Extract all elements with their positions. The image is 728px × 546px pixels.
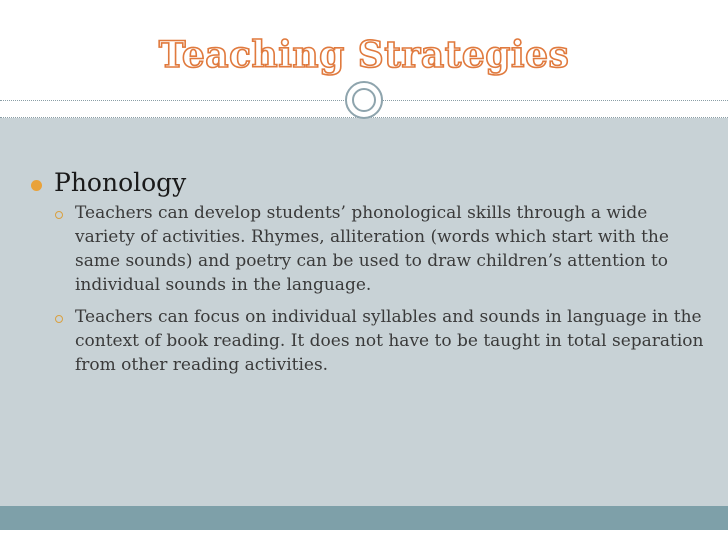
circle-ornament-inner xyxy=(352,88,376,112)
sub-bullet-circle-icon xyxy=(55,315,63,323)
slide-title: Teaching Strategies xyxy=(158,34,570,76)
bullet-dot-icon xyxy=(31,180,42,191)
footer-bar xyxy=(0,506,728,530)
sub-bullet-2: Teachers can focus on individual syllables and sounds in language in the context of book reading. It does not have to be taught in total separation from other reading activities. xyxy=(75,307,704,375)
sub-bullet-1: Teachers can develop students’ phonological skills through a wide variety of activities. Rhymes, alliteration (words which start with the same sounds) and poetry can be used to draw children’s attention to individual sounds in the language. xyxy=(75,203,669,295)
bullet-phonology: Phonology xyxy=(54,168,187,197)
circle-ornament-icon xyxy=(345,81,383,119)
sub-bullet-circle-icon xyxy=(55,211,63,219)
